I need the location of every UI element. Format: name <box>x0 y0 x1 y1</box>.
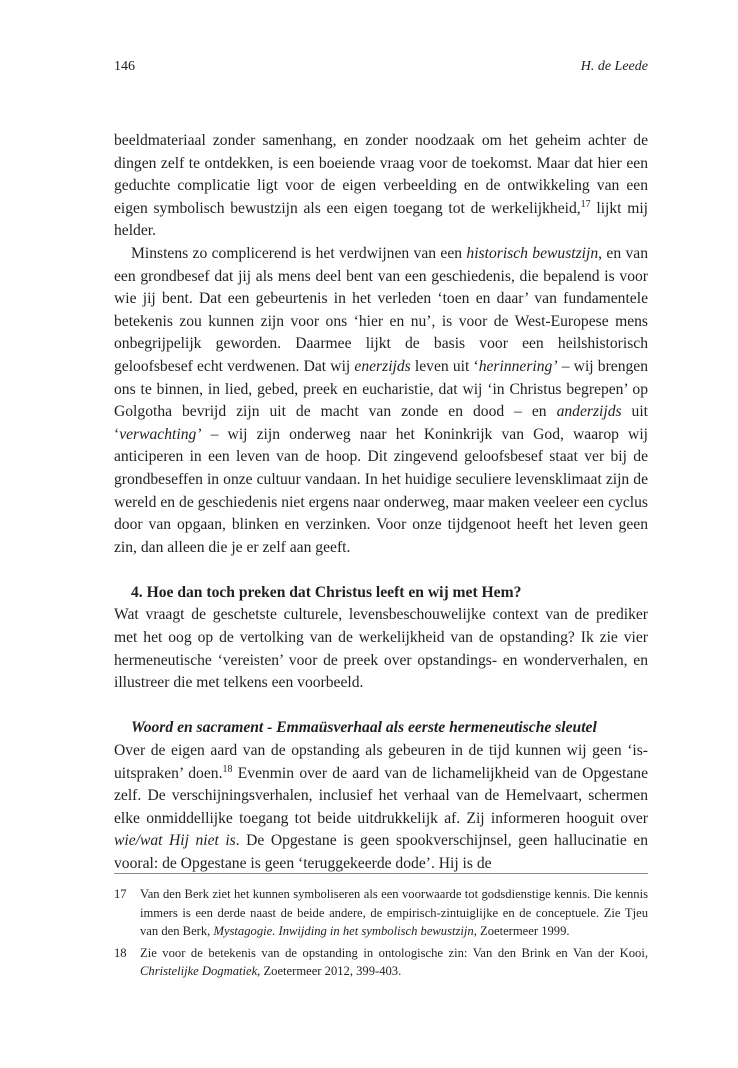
text-run: – wij zijn onderweg naar het Koninkrijk van God, waarop wij anticiperen in een leven van de hoop. Dit zingevend geloofsbesef staat ver bij de grondbeseffen in onze cultuur vandaan. In het huidige seculiere levensklimaat zijn de wereld en de geschiedenis niet ergens naar onderweg, maar maken veeleer een cyclus door van opgaan, blinken en verzinken. Voor onze tijdgenoot heeft het leven geen zin, dan alleen die je er zelf aan geeft. <box>114 425 648 556</box>
text-run: , Zoetermeer 1999. <box>473 924 570 938</box>
emphasis: verwachting’ <box>119 425 202 443</box>
text-run: Van den Berk ziet het kunnen symboliseren als een voorwaarde tot godsdienstige kennis. Die kennis immers is een derde naast de beide andere, de empirisch-zintuiglijke en de conceptuele. Zie Tjeu van den Berk, <box>140 887 648 938</box>
book-title: Mystagogie. Inwijding in het symbolisch bewustzijn <box>213 924 474 938</box>
body-text <box>114 130 648 876</box>
emphasis: historisch bewustzijn <box>466 244 599 262</box>
section-heading: 4. Hoe dan toch preken dat Christus leeft en wij met Hem? <box>131 583 522 601</box>
footnote-text <box>140 885 648 941</box>
text-run: beeldmateriaal zonder samenhang, en zonder noodzaak om het geheim achter de dingen zelf te ontdekken, is een boeiende vraag voor de toekomst. Maar dat hier een geduchte complicatie ligt voor de eigen verbeelding en de ontwikkeling van een eigen symbolisch bewustzijn als een eigen toegang tot de werkelijkheid, <box>114 132 648 217</box>
text-run: Minstens zo complicerend is het verdwijnen van een <box>131 244 467 262</box>
footnote-number: 17 <box>114 887 127 901</box>
text-run: leven uit ‘ <box>410 357 479 375</box>
text-run: , Zoetermeer 2012, 399-403. <box>257 964 402 978</box>
text-run: Over de eigen aard van de opstanding als gebeuren in de tijd kunnen wij geen ‘is-uitspraken’ doen. <box>114 742 648 782</box>
paragraph-1 <box>114 130 648 243</box>
subsection-heading: Woord en sacrament - Emmaüsverhaal als eerste hermeneutische sleutel <box>131 719 597 737</box>
section-intro-paragraph: Wat vraagt de geschetste culturele, levensbeschouwelijke context van de prediker met het oog op de vertolking van de werkelijkheid van de opstanding? Ik zie vier hermeneutische ‘vereisten’ voor de preek over opstandings- en wonderverhalen, en illustreer die met telkens een voorbeeld. <box>114 606 648 692</box>
footnote-number: 18 <box>114 945 127 960</box>
footnote-ref-17[interactable]: 17 <box>580 198 591 210</box>
text-run: lijkt mij helder. <box>114 199 648 240</box>
emphasis: herinnering’ <box>478 357 558 375</box>
emphasis: anderzijds <box>556 403 622 421</box>
text-run: – wij brengen ons te binnen, in lied, gebed, preek en eucharistie, dat wij ‘in Christus begrepen’ op Golgotha bevrijd zijn uit de macht van zonde en dood – en <box>114 357 649 421</box>
book-title: Christelijke Dogmatiek <box>140 964 258 978</box>
emphasis: wie/wat Hij niet is <box>114 832 236 850</box>
footnote-18 <box>114 944 648 981</box>
text-run: Zie voor de betekenis van de opstanding in ontologische zin: Van den Brink en Van der Kooi, <box>140 945 648 960</box>
footnote-text <box>140 944 648 981</box>
text-run: uit ‘ <box>114 403 648 443</box>
text-run: , en van een grondbesef dat jij als mens deel bent van een geschiedenis, die bepalend is voor wie jij bent. Dat een gebeurtenis in het verleden ‘toen en daar’ van fundamentele betekenis zou kunnen zijn voor ons ‘hier en nu’, is voor de West-Europese mens onbegrijpelijk geworden. Daarmee lijkt de basis voor een heilshistorisch geloofsbesef echt verdwenen. Dat wij <box>114 244 649 375</box>
footnote-divider <box>114 873 648 874</box>
emphasis: enerzijds <box>354 357 411 375</box>
page-number: 146 <box>114 59 135 74</box>
paragraph-2 <box>114 243 648 559</box>
footnote-ref-18[interactable]: 18 <box>222 763 233 775</box>
running-head <box>114 58 648 76</box>
footnotes <box>114 885 648 984</box>
text-run: . De Opgestane is geen spookverschijnsel, geen hallucinatie en vooral: de Opgestane is geen ‘teruggekeerde dode’. Hij is de <box>114 832 648 872</box>
running-head-author: H. de Leede <box>580 59 648 74</box>
subsection-paragraph <box>114 740 648 876</box>
footnote-17 <box>114 885 648 941</box>
text-run: Evenmin over de aard van de lichamelijkheid van de Opgestane zelf. De verschijningsverhalen, inclusief het verhaal van de Hemelvaart, schermen elke onmiddellijke toegang tot beide uitdrukkelijk af. Zij informeren hooguit over <box>114 764 648 827</box>
page <box>114 58 648 876</box>
